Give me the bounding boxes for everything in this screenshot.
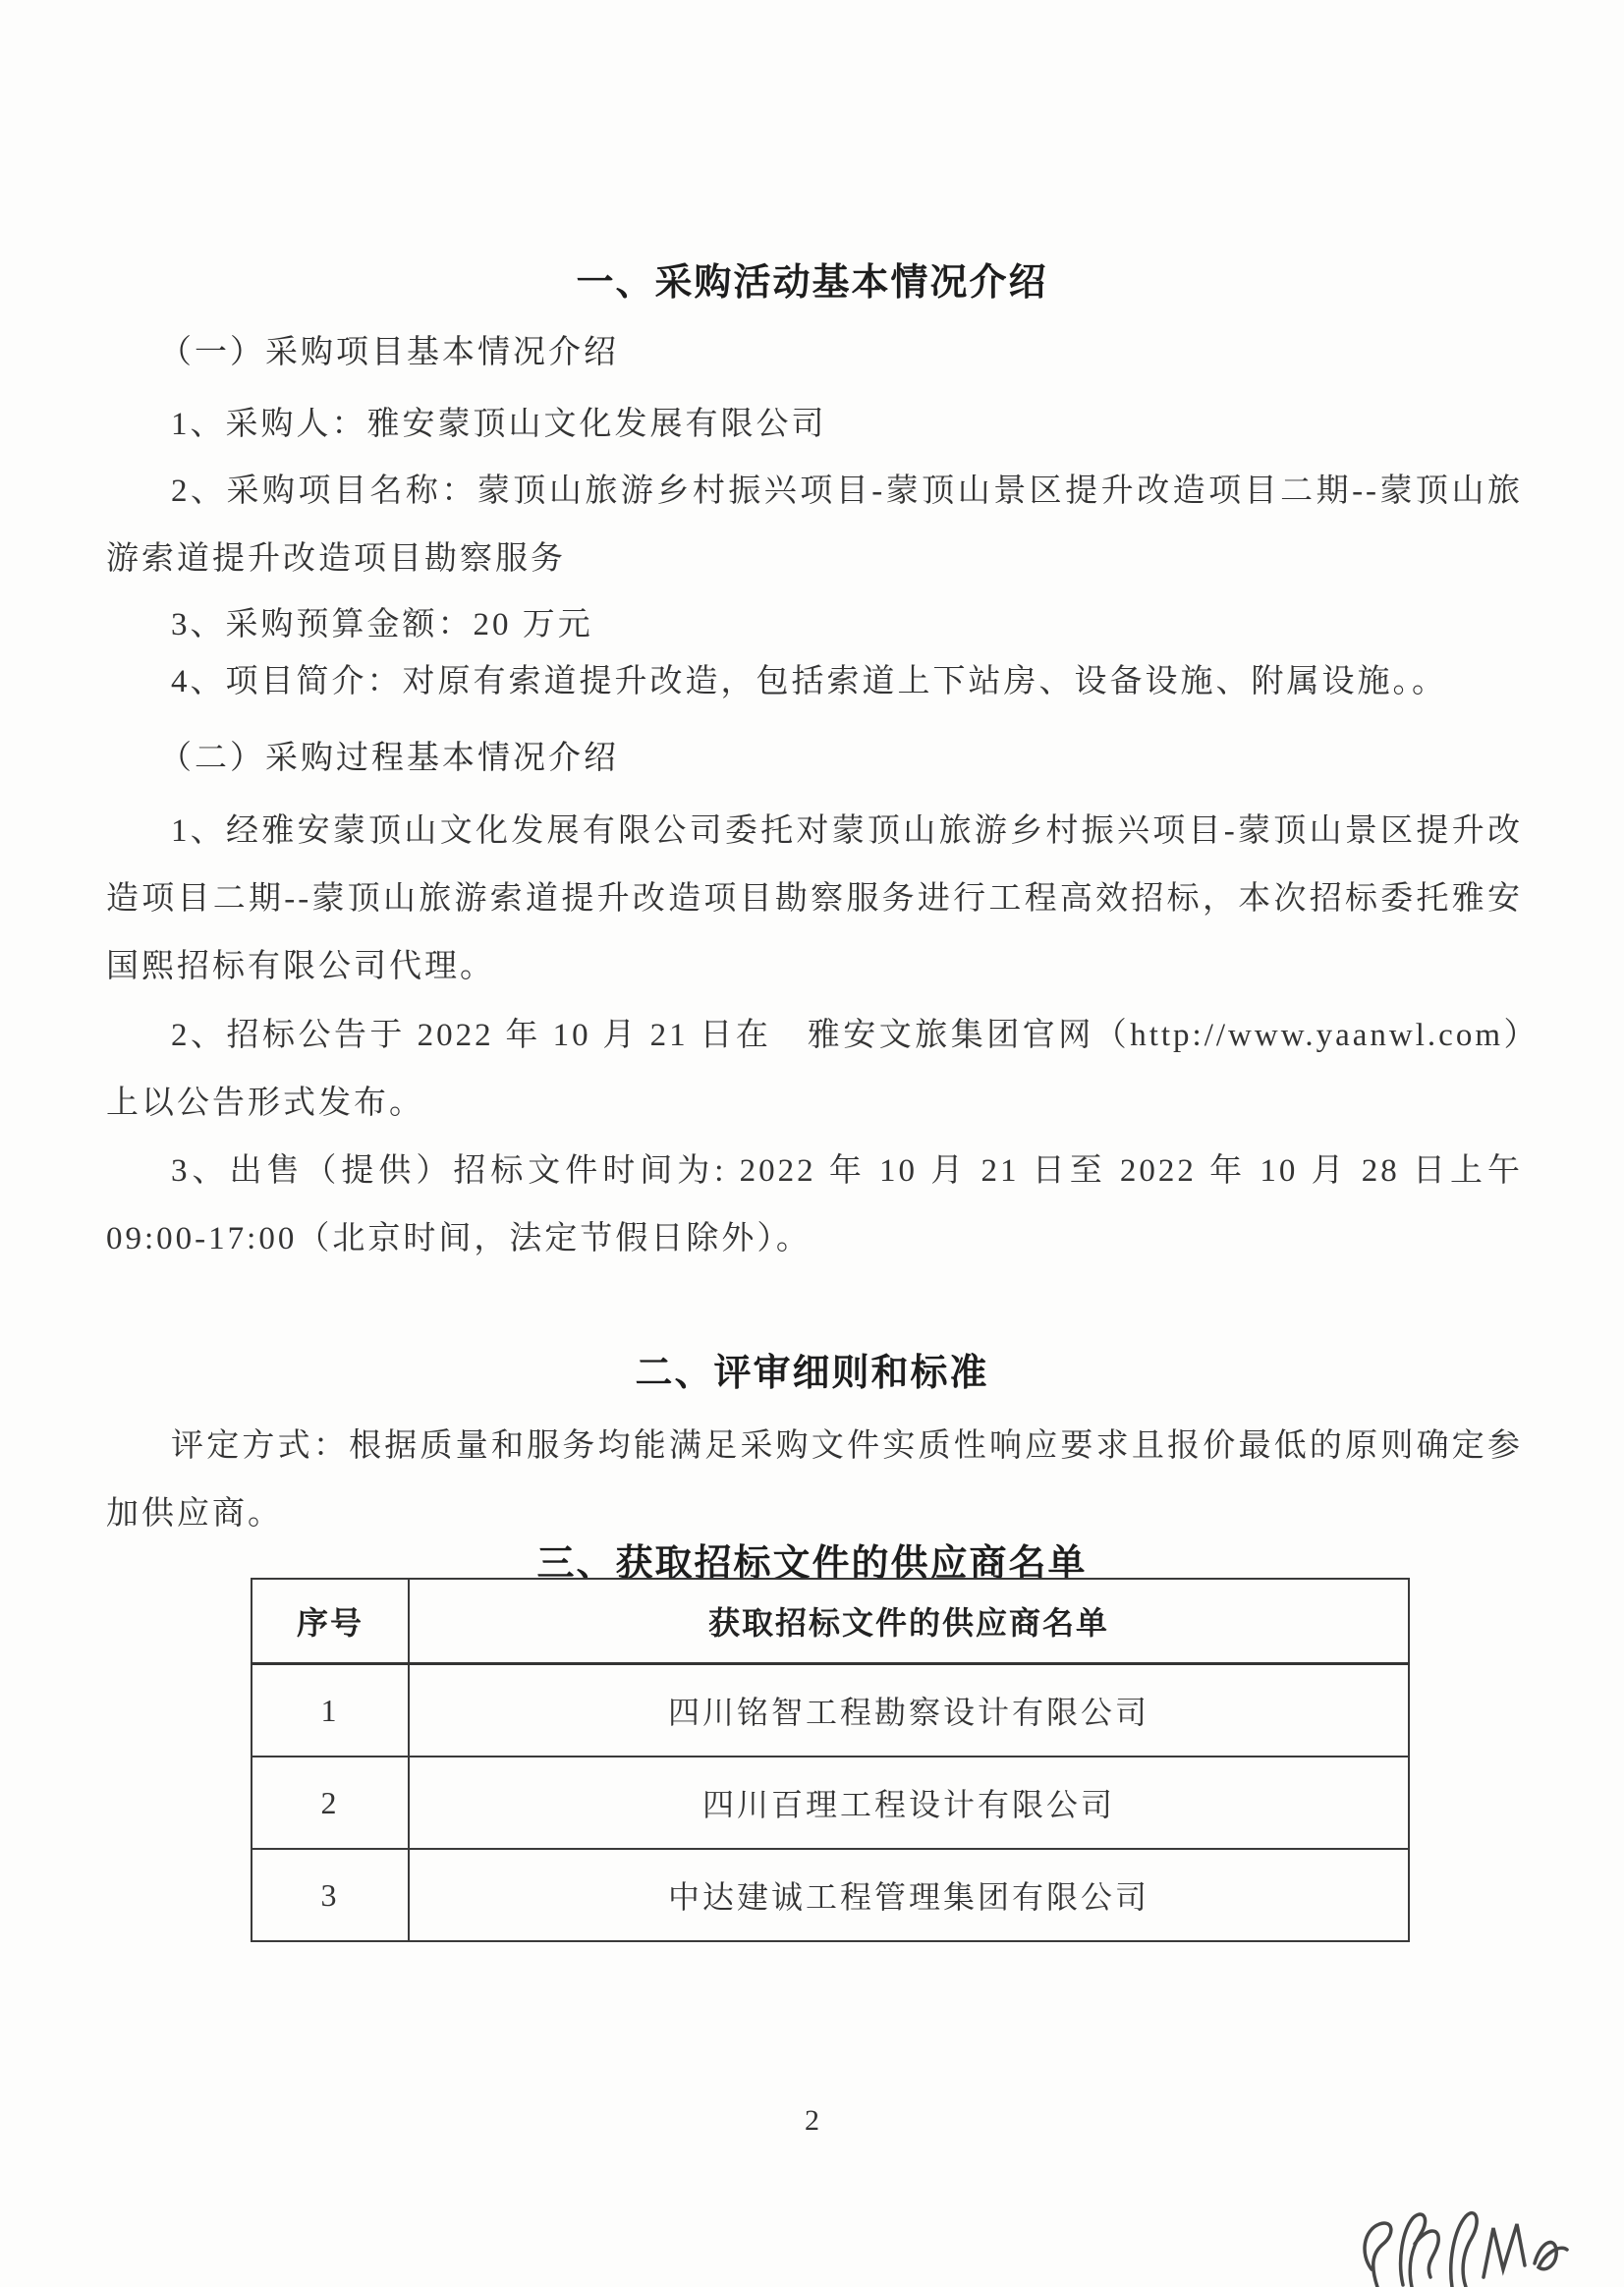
section1-title: 一、采购活动基本情况介绍 — [576, 262, 1048, 304]
section3-title: 三、获取招标文件的供应商名单 — [536, 1543, 1088, 1585]
table-row — [252, 1849, 1409, 1941]
project-brief-line: 4、项目简介：对原有索道提升改造，包括索道上下站房、设备设施、附属设施。。 — [171, 664, 1447, 699]
table-row — [252, 1757, 1409, 1849]
page-number: 2 — [805, 2104, 819, 2137]
row-no: 3 — [252, 1849, 409, 1941]
process-paragraph-1: 1、经雅安蒙顶山文化发展有限公司委托对蒙顶山旅游乡村振兴项目-蒙顶山景区提升改造项目二期--蒙顶山旅游索道提升改造项目勘察服务进行工程高效招标，本次招标委托雅安国熙招标有限公司代理。 — [106, 813, 1523, 984]
supplier-table — [251, 1578, 1410, 1942]
supplier-name: 四川铭智工程勘察设计有限公司 — [409, 1664, 1409, 1757]
table-header-row — [252, 1579, 1409, 1664]
supplier-name: 四川百理工程设计有限公司 — [409, 1757, 1409, 1849]
table-header-no: 序号 — [252, 1579, 409, 1664]
row-no: 2 — [252, 1757, 409, 1849]
section2-title: 二、评审细则和标准 — [635, 1353, 989, 1394]
section1-sub2-title: （二）采购过程基本情况介绍 — [159, 741, 619, 776]
handwritten-signature — [1358, 2204, 1569, 2287]
purchaser-line: 1、采购人：雅安蒙顶山文化发展有限公司 — [171, 407, 827, 442]
project-name-line: 2、采购项目名称：蒙顶山旅游乡村振兴项目-蒙顶山景区提升改造项目二期--蒙顶山旅游索道提升改造项目勘察服务 — [106, 474, 1523, 577]
budget-line: 3、采购预算金额：20 万元 — [171, 607, 593, 642]
process-paragraph-2: 2、招标公告于 2022 年 10 月 21 日在 雅安文旅集团官网（http://www.yaanwl.com）上以公告形式发布。 — [106, 1018, 1523, 1121]
supplier-name: 中达建诚工程管理集团有限公司 — [409, 1849, 1409, 1941]
section1-sub1-title: （一）采购项目基本情况介绍 — [159, 335, 619, 370]
process-paragraph-3: 3、出售（提供）招标文件时间为: 2022 年 10 月 21 日至 2022 年 10 月 28 日上午 09:00-17:00（北京时间，法定节假日除外）。 — [106, 1153, 1523, 1256]
table-row — [252, 1664, 1409, 1757]
evaluation-method-paragraph: 评定方式：根据质量和服务均能满足采购文件实质性响应要求且报价最低的原则确定参加供应商。 — [106, 1428, 1523, 1532]
row-no: 1 — [252, 1664, 409, 1757]
table-header-supplier: 获取招标文件的供应商名单 — [409, 1579, 1409, 1664]
